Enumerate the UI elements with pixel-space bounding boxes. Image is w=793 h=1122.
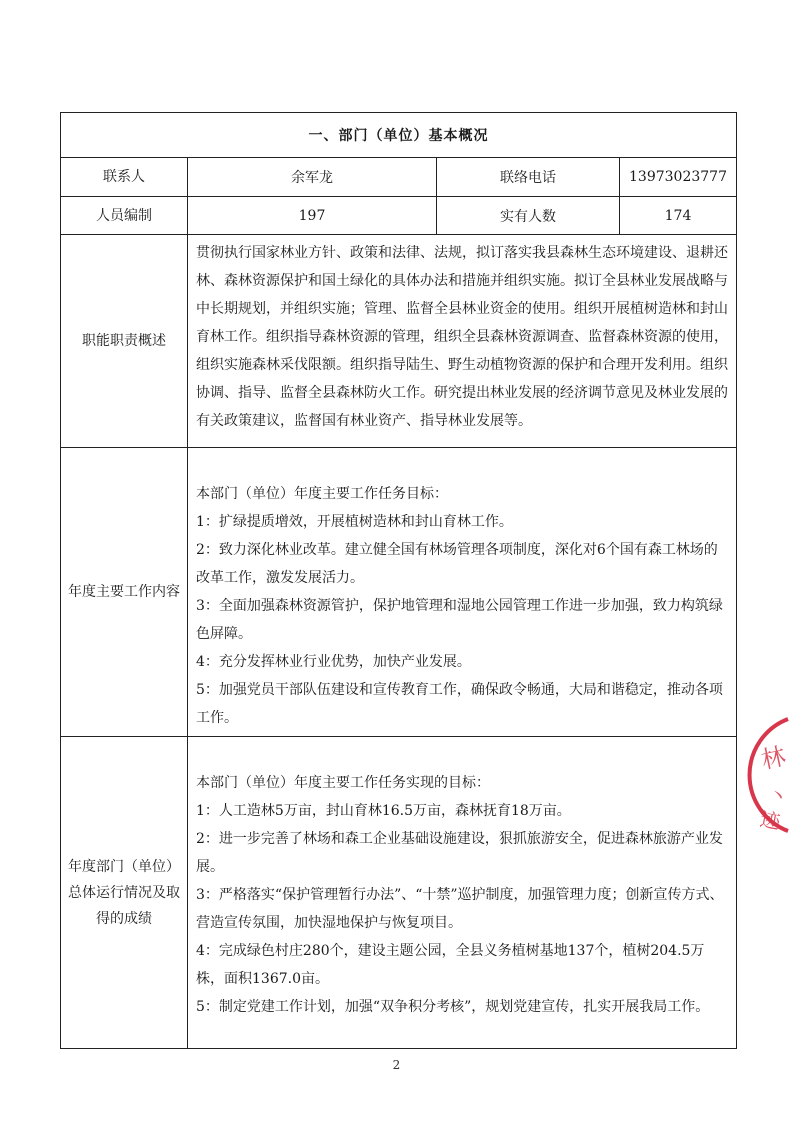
- duties-paragraph: 贯彻执行国家林业方针、政策和法律、法规，拟订落实我县森林生态环境建设、退耕还林、森林资源保护和国土绿化的具体办法和措施并组织实施。拟订全县林业发展战略与中长期规划，并组织实施；管理、监督全县林业资金的使用。组织开展植树造林和封山育林工作。组织指导森林资源的管理，组织全县森林资源调查、监督森林资源的使用，组织实施森林采伐限额。组织指导陆生、野生动植物资源的保护和合理开发利用。组织协调、指导、监督全县森林防火工作。研究提出林业发展的经济调节意见及林业发展的有关政策建议，监督国有林业资产、指导林业发展等。: [196, 245, 728, 429]
- overview-table: [60, 112, 737, 1049]
- actual-label: 实有人数: [437, 197, 620, 235]
- achievements-line: 本部门（单位）年度主要工作任务实现的目标：: [196, 775, 490, 791]
- staffing-value: 197: [188, 197, 437, 235]
- achievements-text: [188, 737, 737, 1049]
- red-seal-stamp: [742, 715, 793, 835]
- phone-value: 13973023777: [620, 158, 737, 197]
- annual-work-line: 5：加强党员干部队伍建设和宣传教育工作，确保政令畅通，大局和谐稳定，推动各项工作。: [196, 682, 723, 726]
- svg-text:林: 林: [758, 742, 789, 775]
- achievements-line: 5：制定党建工作计划，加强“双争积分考核”，规划党建宣传，扎实开展我局工作。: [196, 999, 710, 1015]
- achievements-line: 4：完成绿色村庄280个，建设主题公园，全县义务植树基地137个，植树204.5万株，面积1367.0亩。: [196, 943, 705, 987]
- contact-value: 余军龙: [188, 158, 437, 197]
- annual-work-line: 本部门（单位）年度主要工作任务目标：: [196, 486, 448, 502]
- annual-work-text: [188, 448, 737, 737]
- svg-text:丶: 丶: [768, 784, 788, 808]
- annual-work-line: 1：扩绿提质增效，开展植树造林和封山育林工作。: [196, 514, 513, 530]
- annual-work-label: 年度主要工作内容: [61, 448, 188, 737]
- achievements-label: 年度部门（单位）总体运行情况及取得的成绩: [61, 737, 188, 1049]
- page-number: 2: [392, 1058, 401, 1072]
- staffing-label: 人员编制: [61, 197, 188, 235]
- annual-work-line: 4：充分发挥林业行业优势，加快产业发展。: [196, 654, 471, 670]
- achievements-line: 2：进一步完善了林场和森工企业基础设施建设，狠抓旅游安全，促进森林旅游产业发展。: [196, 831, 723, 875]
- duties-text: [188, 235, 737, 448]
- actual-value: 174: [620, 197, 737, 235]
- achievements-line: 1：人工造林5万亩，封山育林16.5万亩，森林抚育18万亩。: [196, 803, 571, 819]
- contact-label: 联系人: [61, 158, 188, 197]
- achievements-line: 3：严格落实“保护管理暂行办法”、“十禁”巡护制度，加强管理力度；创新宣传方式、营造宣传氛围，加快湿地保护与恢复项目。: [196, 887, 724, 931]
- svg-text:迹: 迹: [758, 806, 783, 834]
- annual-work-line: 2：致力深化林业改革。建立健全国有林场管理各项制度，深化对6个国有森工林场的改革工作，激发发展活力。: [196, 542, 718, 586]
- phone-label: 联络电话: [437, 158, 620, 197]
- annual-work-line: 3：全面加强森林资源管护，保护地管理和湿地公园管理工作进一步加强，致力构筑绿色屏障。: [196, 598, 723, 642]
- section-title: 一、部门（单位）基本概况: [61, 113, 737, 158]
- duties-label: 职能职责概述: [61, 235, 188, 448]
